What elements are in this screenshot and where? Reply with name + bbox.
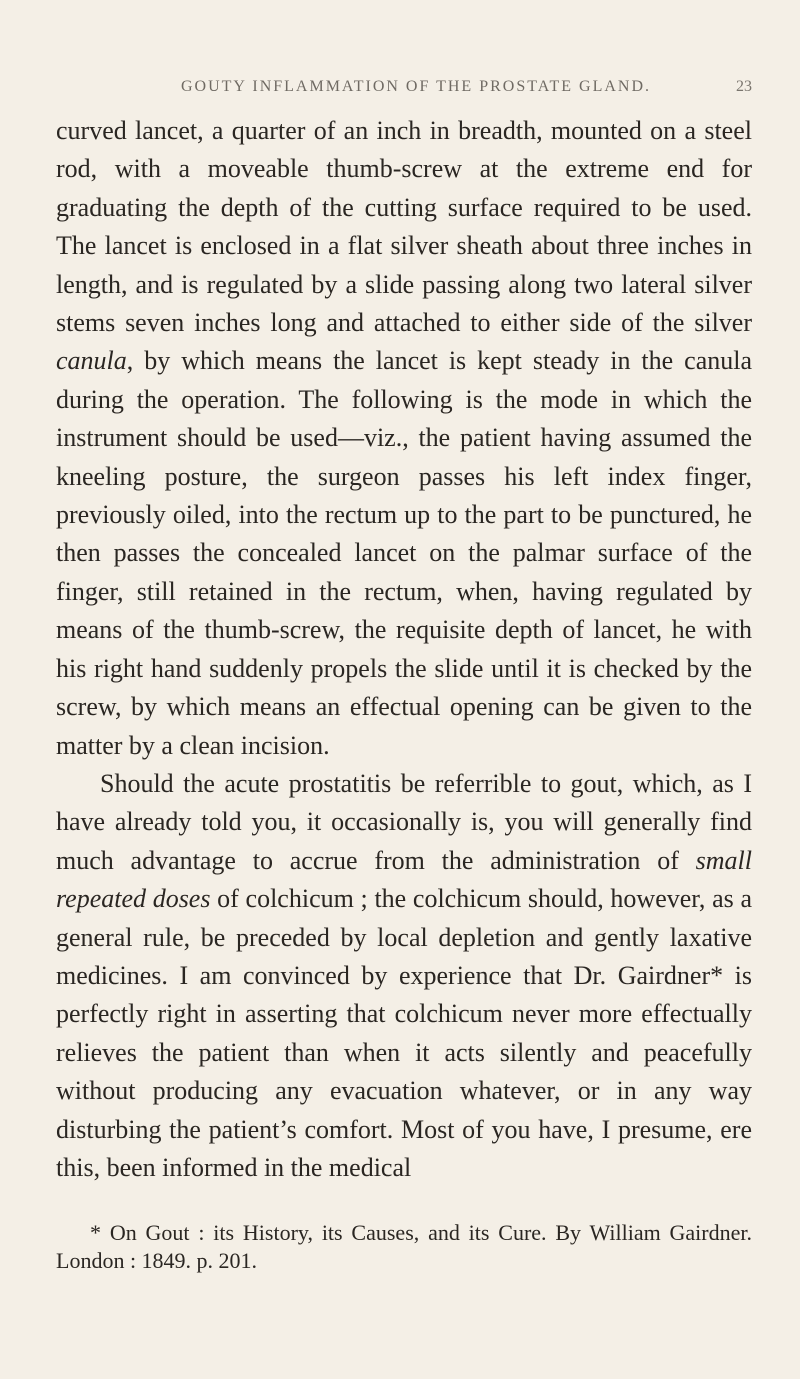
paragraph-1-text-a: curved lancet, a quarter of an inch in breadth, mounted on a steel rod, with a moveable thumb-screw at the extreme end for graduating the depth of the cutting surface required to be used. The lancet is enclosed in a flat silver sheath about three inches in length, and is regulated by a slide passing along two lateral silver stems seven inches long and attached to either side of the silver <box>56 116 752 338</box>
body-text <box>56 112 752 1187</box>
paragraph-2 <box>56 765 752 1187</box>
paragraph-2-italic-small-repeated-doses: small repeated doses <box>56 845 752 914</box>
paragraph-1 <box>56 112 752 765</box>
paragraph-2-text-a: Should the acute prostatitis be referrible to gout, which, as I have already told you, it occasionally is, you will generally find much advantage to accrue from the administration of <box>56 768 752 875</box>
footnote: * On Gout : its History, its Causes, and its Cure. By William Gairdner. London : 1849. p. 201. <box>56 1220 752 1274</box>
running-title: GOUTY INFLAMMATION OF THE PROSTATE GLAND. <box>180 78 652 95</box>
running-head <box>56 78 752 96</box>
paragraph-1-text-b: , by which means the lancet is kept steady in the canula during the operation. The following is the mode in which the instrument should be used—viz., the patient having assumed the kneeling posture, the surgeon passes his left index finger, previously oiled, into the rectum up to the part to be punctured, he then passes the concealed lancet on the palmar surface of the finger, still retained in the rectum, when, having regulated by means of the thumb-screw, the requisite depth of lancet, he with his right hand suddenly propels the slide until it is checked by the screw, by which means an effectual opening can be given to the matter by a clean incision. <box>56 346 752 760</box>
page-number: 23 <box>736 78 752 95</box>
paragraph-1-italic-canula: canula <box>56 346 127 376</box>
paragraph-2-text-b: of colchicum ; the colchicum should, however, as a general rule, be preceded by local depletion and gently laxative medicines. I am convinced by experience that Dr. Gairdner* is perfectly right in asserting that colchicum never more effectually relieves the patient than when it acts silently and peacefully without producing any evacuation whatever, or in any way disturbing the patient’s comfort. Most of you have, I presume, ere this, been informed in the medical <box>56 884 752 1182</box>
